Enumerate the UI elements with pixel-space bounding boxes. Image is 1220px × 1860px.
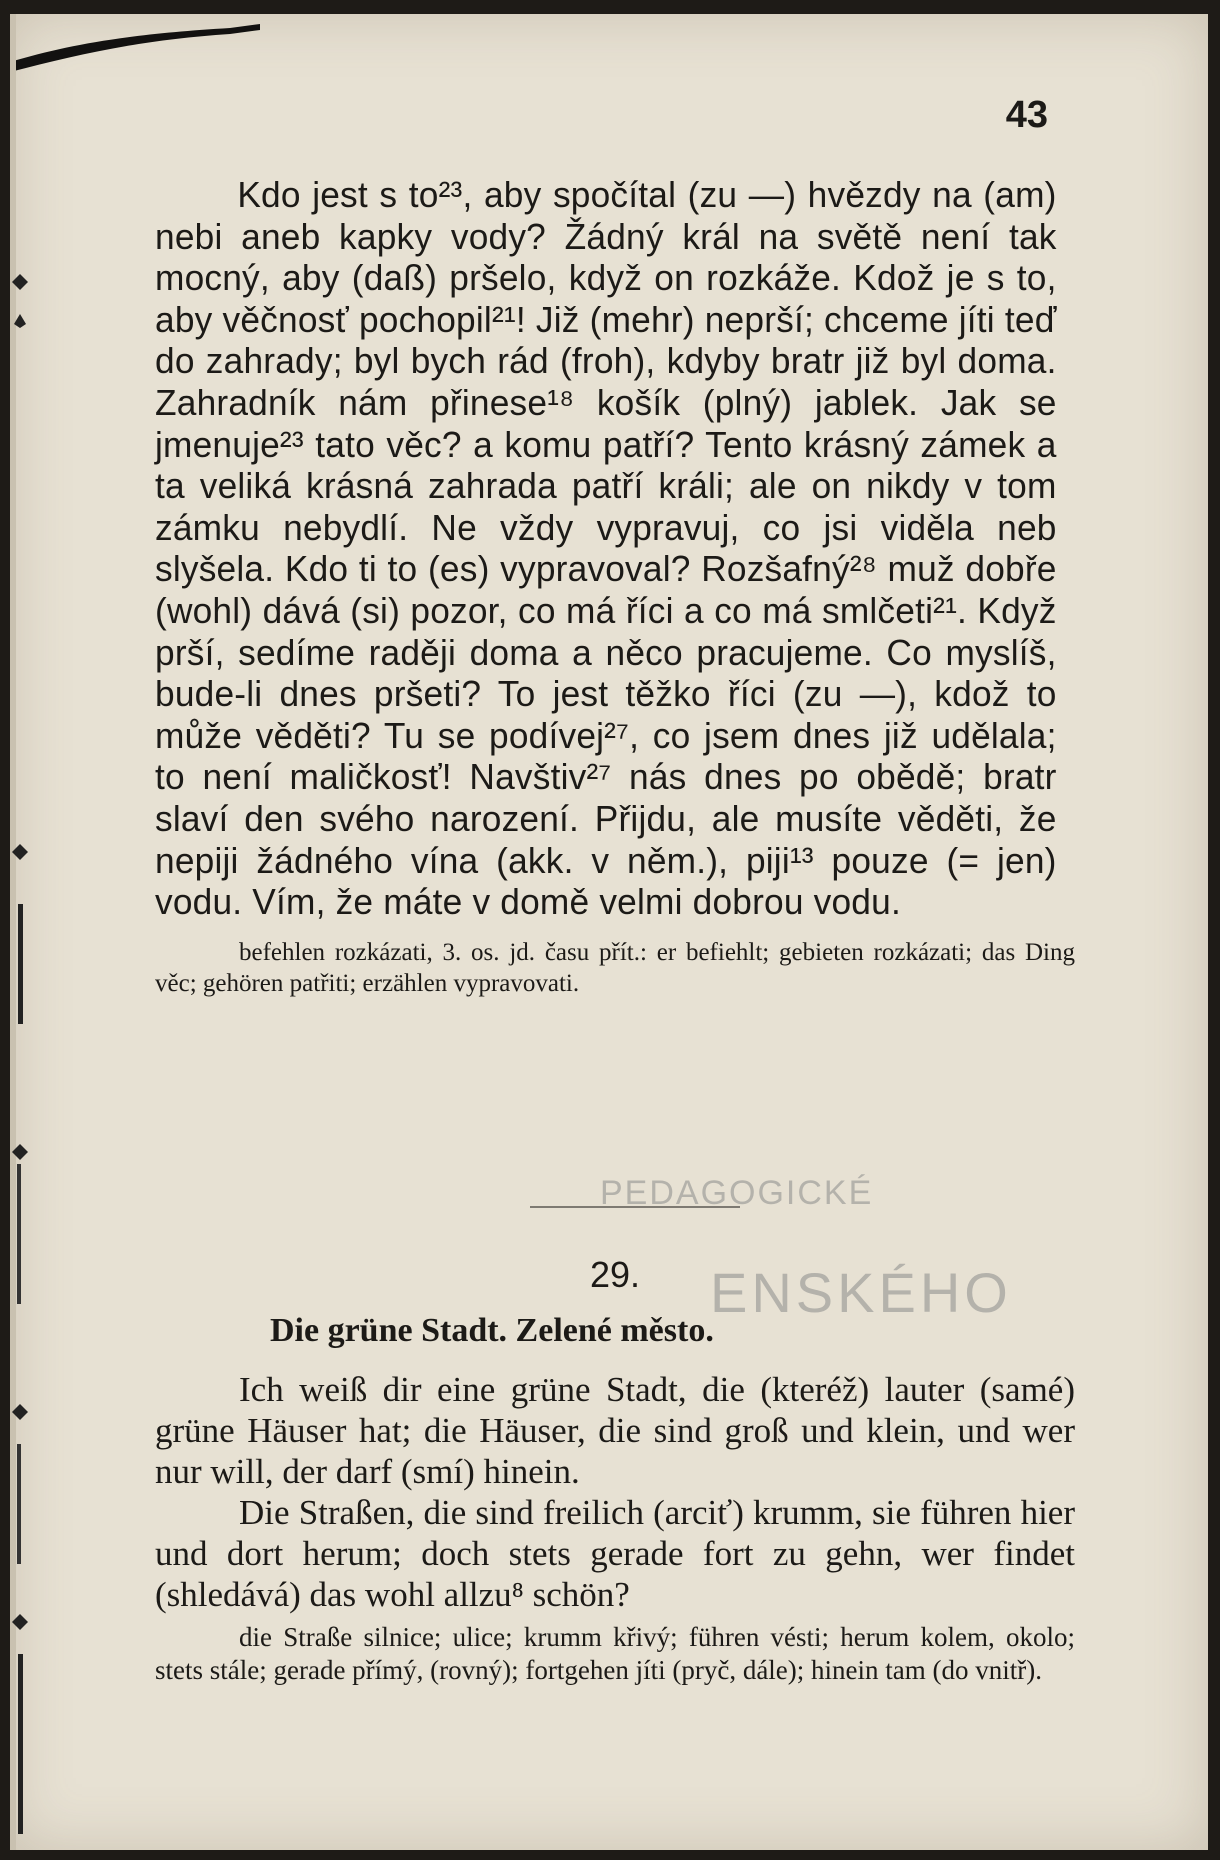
section-title: Die grüne Stadt. Zelené město.	[270, 1312, 714, 1349]
stamp-text-top: PEDAGOGICKÉ	[600, 1174, 874, 1212]
german-vocabulary-note: die Straße silnice; ulice; krumm křivý; führen vésti; herum kolem, okolo; stets stále; gerade přímý, (rovný); fortgehen jíti (pryč, dále); hinein tam (do vnitř).	[155, 1622, 1075, 1685]
czech-paragraph: Kdo jest s to²³, aby spočítal (zu —) hvězdy na (am) nebi aneb kapky vody? Žádný král na světě není tak mocný, aby (daß) pršelo, když on rozkáže. Kdož je s to, aby věčnosť pochopil²¹! Již (mehr) neprší; chceme jíti teď do zahrady; byl bych rád (froh), kdyby bratr již byl doma. Zahradník nám přinese¹⁸ košík (plný) jablek. Jak se jmenuje²³ tato věc? a komu patří? Tento krásný zámek a ta veliká krásná zahrada patří králi; ale on nikdy v tom zámku nebydlí. Ne vždy vypravuj, co jsi viděla neb slyšela. Kdo ti to (es) vypravoval? Rozšafný²⁸ muž dobře (wohl) dává (si) pozor, co má říci a co má smlčeti²¹. Když prší, sedíme raději doma a něco pracujeme. Co myslíš, bude-li dnes pršeti? To jest těžko říci (zu —), kdož to může věděti? Tu se podívej²⁷, co jsem dnes již udělala; to není maličkosť! Navštiv²⁷ nás dnes po obědě; bratr slaví den svého narození. Přijdu, ale musíte věděti, že nepiji žádného vína (akk. v něm.), piji¹³ pouze (= jen) vodu. Vím, že máte v domě velmi dobrou vodu.	[155, 174, 1057, 923]
binding-marks	[10, 14, 40, 1850]
german-paragraph: Ich weiß dir eine grüne Stadt, die (kteréž) lauter (samé) grüne Häuser hat; die Häuser, die sind groß und klein, und wer nur will, der darf (smí) hinein.	[155, 1370, 1075, 1491]
german-paragraph: Die Straßen, die sind freilich (arciť) krumm, sie führen hier und dort herum; doch stets gerade fort zu gehn, wer findet (shledává) das wohl allzu⁸ schön?	[155, 1493, 1075, 1614]
library-stamp	[390, 1164, 1190, 1384]
scan-artifact	[10, 14, 270, 84]
page-number: 43	[1005, 94, 1048, 136]
book-page	[10, 14, 1208, 1850]
vocabulary-note: befehlen rozkázati, 3. os. jd. času přít.: er befiehlt; gebieten rozkázati; das Ding věc; gehören patřiti; erzählen vypravovati.	[155, 938, 1075, 997]
stamp-text-bottom: ENSKÉHO	[710, 1261, 1012, 1324]
section-number: 29.	[590, 1254, 641, 1295]
german-poem	[155, 1369, 1075, 1687]
exercise-text	[155, 174, 1075, 999]
